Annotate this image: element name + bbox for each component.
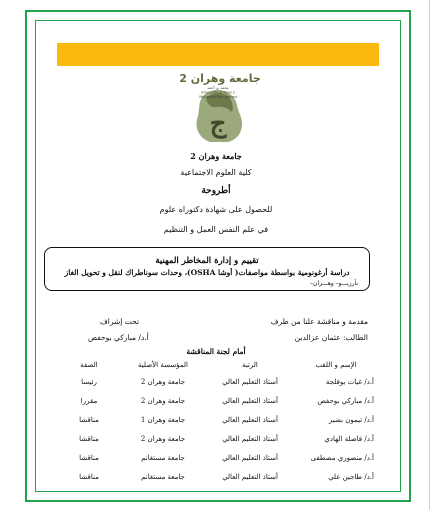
member-name: أ.د/ منصوري مصطفى	[310, 453, 374, 462]
member-role: رئيسا	[81, 377, 97, 386]
university-logo	[158, 68, 278, 146]
member-name: أ.د/ تيمون بشير	[328, 415, 374, 424]
faculty-name: كلية العلوم الاجتماعية	[180, 168, 252, 177]
column-header-role: الصفة	[80, 361, 98, 369]
subject-place: بأرزيـــو– وهـــران–	[310, 280, 358, 287]
member-rank: أستاذ التعليم العالي	[222, 377, 278, 386]
column-header-institution: المؤسسة الأصلية	[138, 361, 188, 369]
member-name: أ.د/ مباركي بوحفص	[317, 396, 374, 405]
student-name: الطالب: عثمان عزالدين	[294, 333, 368, 342]
member-rank: أستاذ التعليم العالي	[222, 453, 278, 462]
logo-mark: ج	[209, 109, 227, 139]
committee-heading: أمام لجنة المناقشة	[186, 347, 246, 356]
member-role: مقررا	[80, 396, 98, 405]
field-line: في علم النفس العمل و التنظيم	[163, 225, 269, 234]
logo-subtitle-ar: محمد بن أحمد	[207, 86, 229, 90]
logo-subtitle-en: University of Oran 2	[200, 90, 236, 95]
degree-line: للحصول على شهادة دكتوراه علوم	[159, 205, 273, 214]
supervision-label: تحت إشراف	[100, 317, 140, 326]
university-logo-graphic	[158, 68, 278, 146]
column-header-rank: الرتبة	[242, 361, 258, 369]
table-row	[58, 372, 378, 391]
logo-subtitle-en2: Mohamed Ben Ahmed	[199, 95, 237, 99]
university-name: جامعة وهران 2	[190, 151, 242, 161]
header-banner	[57, 43, 379, 66]
subject-description: دراسة أرغونومية بواسطة مواصفات( أوشا OSHA)، وحدات سوناطراك لنقل و تحويل الغاز	[64, 268, 350, 277]
table-row	[58, 448, 378, 467]
committee-header-row	[58, 358, 378, 372]
member-name: أ.د/ غيات بوفلجة	[325, 377, 374, 386]
presented-by-label: مقدمة و مناقشة علنا من طرف	[270, 317, 368, 326]
supervisor-name: أ.د/ مباركي بوحفص	[88, 333, 149, 342]
column-header-name: الإسم و اللقب	[315, 361, 357, 369]
table-row	[58, 467, 378, 486]
member-role: مناقشا	[79, 434, 99, 443]
table-row	[58, 410, 378, 429]
subject-title: تقييم و إدارة المخاطر المهنية	[155, 256, 259, 266]
document-type: أطروحة	[201, 186, 231, 196]
member-role: مناقشا	[79, 415, 99, 424]
table-row	[58, 429, 378, 448]
member-name: أ.د/ طاجين علي	[328, 472, 374, 481]
table-row	[58, 391, 378, 410]
committee-table	[58, 358, 378, 486]
member-rank: أستاذ التعليم العالي	[222, 472, 278, 481]
logo-name-text: جامعة وهران 2	[179, 72, 261, 85]
member-institution: جامعة مستغانم	[141, 472, 185, 481]
member-rank: أستاذ التعليم العالي	[222, 415, 278, 424]
member-role: مناقشا	[79, 472, 99, 481]
member-institution: جامعة وهران 2	[140, 377, 186, 386]
member-rank: أستاذ التعليم العالي	[222, 396, 278, 405]
member-institution: جامعة وهران 1	[140, 415, 186, 424]
member-institution: جامعة وهران 2	[140, 434, 186, 443]
member-rank: أستاذ التعليم العالي	[222, 434, 278, 443]
member-institution: جامعة وهران 2	[140, 396, 186, 405]
member-name: أ.د/ فاصلة الهادي	[324, 434, 374, 443]
member-role: مناقشا	[79, 453, 99, 462]
member-institution: جامعة مستغانم	[141, 453, 185, 462]
